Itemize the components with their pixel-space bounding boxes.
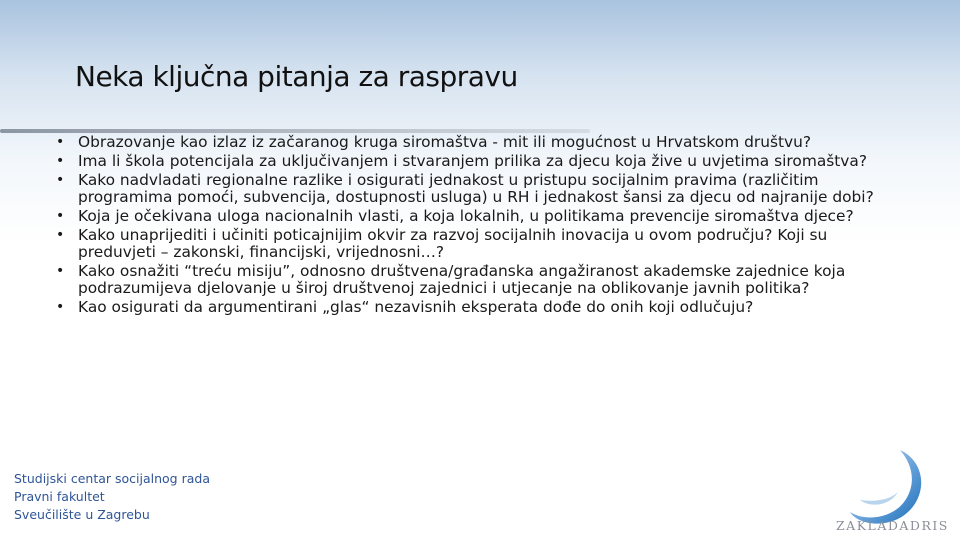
footer-line-faculty: Pravni fakultet xyxy=(14,489,105,504)
bullet-item xyxy=(56,208,886,225)
footer-line-centre: Studijski centar socijalnog rada xyxy=(14,471,210,486)
bullet-item xyxy=(56,299,886,316)
bullet-marker: • xyxy=(56,134,65,150)
bullet-list xyxy=(56,134,886,318)
bullet-text: Ima li škola potencijala za uključivanjem i stvaranjem prilika za djecu koja žive u uvjetima siromaštva? xyxy=(78,152,868,170)
bullet-marker: • xyxy=(56,208,65,224)
footer-line-university: Sveučilište u Zagrebu xyxy=(14,507,150,522)
bullet-text: Kao osigurati da argumentirani „glas“ nezavisnih eksperata dođe do onih koji odlučuju? xyxy=(78,298,754,316)
bullet-item xyxy=(56,227,886,261)
bullet-text: Obrazovanje kao izlaz iz začaranog kruga siromaštva - mit ili mogućnost u Hrvatskom društvu? xyxy=(78,133,812,151)
slide-title: Neka ključna pitanja za raspravu xyxy=(75,60,518,93)
bullet-item xyxy=(56,263,886,297)
bullet-text: Kako nadvladati regionalne razlike i osigurati jednakost u pristupu socijalnim pravima (različitim programima pomoći, subvencija, dostupnosti usluga) u RH i jednakost šansi za djecu od najranije dobi? xyxy=(78,171,874,206)
bullet-text: Koja je očekivana uloga nacionalnih vlasti, a koja lokalnih, u politikama prevencije siromaštva djece? xyxy=(78,207,854,225)
bullet-marker: • xyxy=(56,153,65,169)
bullet-item xyxy=(56,134,886,151)
bullet-marker: • xyxy=(56,227,65,243)
bullet-item xyxy=(56,172,886,206)
bullet-item xyxy=(56,153,886,170)
institution-footer xyxy=(14,470,210,524)
bullet-text: Kako osnažiti “treću misiju”, odnosno društvena/građanska angažiranost akademske zajednice koja podrazumijeva djelovanje u široj društvenoj zajednici i utjecanje na oblikovanje javnih politika? xyxy=(78,262,846,297)
bullet-marker: • xyxy=(56,263,65,279)
bullet-marker: • xyxy=(56,172,65,188)
bullet-marker: • xyxy=(56,299,65,315)
logo-wordmark: ZAKLADADRIS xyxy=(836,518,949,533)
bullet-text: Kako unaprijediti i učiniti poticajnijim okvir za razvoj socijalnih inovacija u ovom području? Koji su preduvjeti – zakonski, financijski, vrijednosni…? xyxy=(78,226,828,261)
